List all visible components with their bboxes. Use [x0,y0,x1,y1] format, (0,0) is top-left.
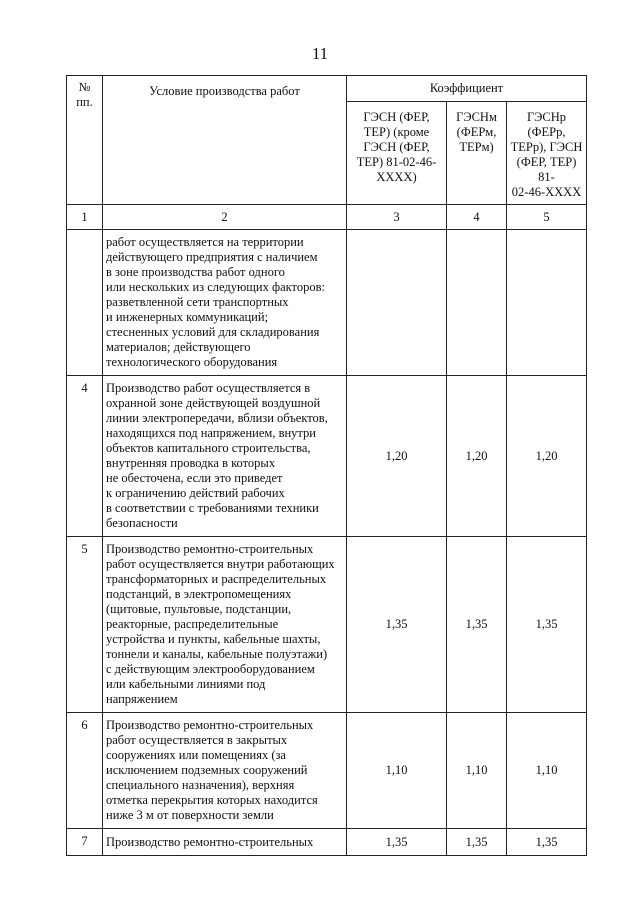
index-cell: 1 [67,205,103,230]
row-num: 4 [67,376,103,537]
row-coef-col3: 1,10 [347,713,447,829]
table-row [67,376,587,537]
row-condition: работ осуществляется на территории действующего предприятия с наличием в зоне производства работ одного или нескольких из следующих факторов: разветвленной сети транспортных и инженерных коммуникаций; стесненных условий для складирования материалов; действующего технологического оборудования [103,230,347,376]
header-col4: ГЭСНм (ФЕРм, ТЕРм) [447,102,507,205]
index-cell: 5 [507,205,587,230]
table-row [67,537,587,713]
table-row [67,230,587,376]
row-coef-col3: 1,35 [347,537,447,713]
row-condition: Производство ремонтно-строительных работ осуществляется внутри работающих трансформаторных и распределительных подстанций, в электропомещениях (щитовые, пультовые, подстанции, реакторные, распределительные устройства и пункты, кабельные шахты, тоннели и каналы, кабельные полуэтажи) с действующим электрооборудованием или кабельными линиями под напряжением [103,537,347,713]
header-num: № пп. [67,76,103,205]
coefficients-table [66,75,587,856]
row-num: 6 [67,713,103,829]
header-condition: Условие производства работ [103,76,347,205]
row-coef-col4: 1,35 [447,829,507,856]
row-num: 7 [67,829,103,856]
table-row [67,829,587,856]
index-cell: 4 [447,205,507,230]
row-condition: Производство работ осуществляется в охранной зоне действующей воздушной линии электропередачи, вблизи объектов, находящихся под напряжением, внутри объектов капитального строительства, внутренняя проводка в которых не обесточена, если это приведет к ограничению действий рабочих в соответствии с требованиями техники безопасности [103,376,347,537]
row-coef-col4 [447,230,507,376]
table-row [67,713,587,829]
row-coef-col5 [507,230,587,376]
row-coef-col4: 1,35 [447,537,507,713]
row-num: 5 [67,537,103,713]
header-coefficient: Коэффициент [347,76,587,102]
row-coef-col5: 1,20 [507,376,587,537]
row-condition: Производство ремонтно-строительных работ осуществляется в закрытых сооружениях или помещениях (за исключением подземных сооружений специального назначения), верхняя отметка перекрытия которых находится ниже 3 м от поверхности земли [103,713,347,829]
header-col5: ГЭСНр (ФЕРр, ТЕРр), ГЭСН (ФЕР, ТЕР) 81- 02-46-ХХХХ [507,102,587,205]
row-coef-col5: 1,35 [507,829,587,856]
row-coef-col3 [347,230,447,376]
index-row [67,205,587,230]
page-number: 11 [311,44,329,63]
row-coef-col4: 1,20 [447,376,507,537]
row-condition: Производство ремонтно-строительных [103,829,347,856]
row-coef-col4: 1,10 [447,713,507,829]
index-cell: 3 [347,205,447,230]
row-coef-col3: 1,35 [347,829,447,856]
row-coef-col5: 1,10 [507,713,587,829]
header-col3: ГЭСН (ФЕР, ТЕР) (кроме ГЭСН (ФЕР, ТЕР) 81-02-46- ХХХХ) [347,102,447,205]
index-cell: 2 [103,205,347,230]
row-coef-col5: 1,35 [507,537,587,713]
row-num [67,230,103,376]
row-coef-col3: 1,20 [347,376,447,537]
